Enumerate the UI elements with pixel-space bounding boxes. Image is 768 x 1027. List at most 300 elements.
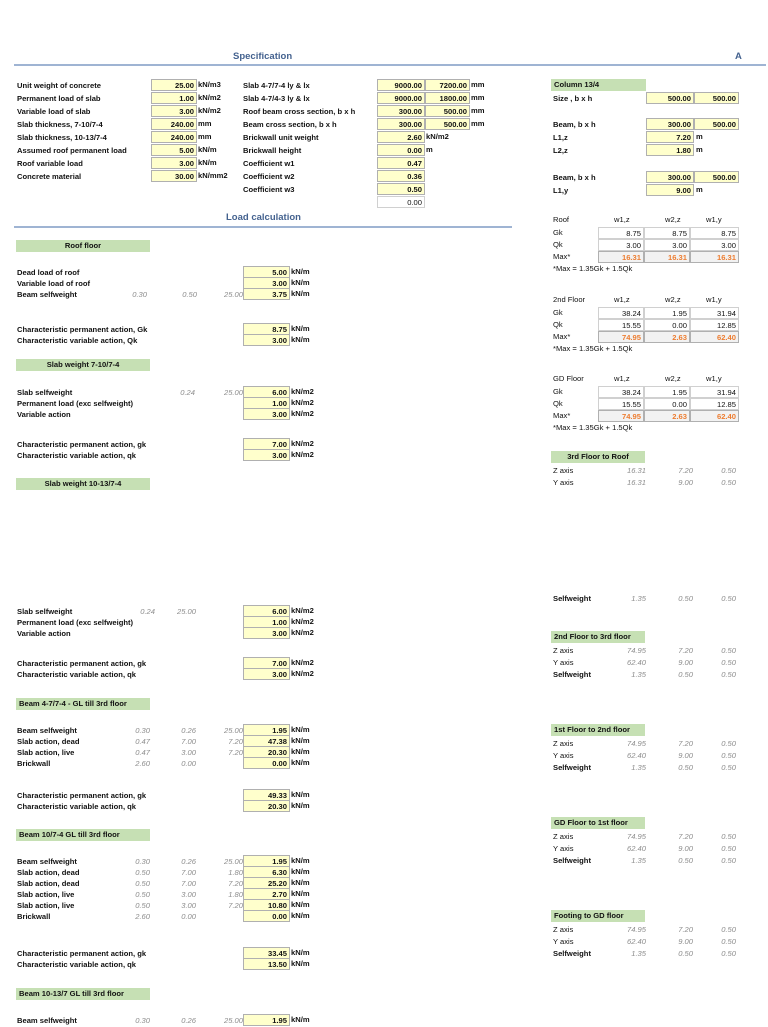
- load-row-label: Gk: [553, 387, 563, 396]
- beam2-row-factor: 2.60: [135, 912, 150, 921]
- floor-block-row-value: 0.50: [721, 658, 736, 667]
- slab2-qk-value[interactable]: 3.00: [243, 668, 290, 680]
- load-gk-value: 31.94: [690, 386, 739, 398]
- beam1-row-factor: 7.20: [228, 737, 243, 746]
- beam2-qk-unit: kN/m: [291, 959, 310, 968]
- slab1-row-unit: kN/m2: [291, 387, 314, 396]
- beam3-row-factor: 0.26: [181, 1016, 196, 1025]
- floor-block-row-value: 7.20: [678, 646, 693, 655]
- slab1-row-value[interactable]: 1.00: [243, 397, 290, 409]
- spec-value[interactable]: 3.00: [151, 157, 197, 169]
- l1z-label: L1,z: [553, 133, 568, 142]
- load-col-header: w1,z: [614, 215, 630, 224]
- floor-block-row-value: 0.50: [678, 763, 693, 772]
- beam1-gk-value[interactable]: 49.33: [243, 789, 290, 801]
- spec-unit: kN/m2: [198, 93, 221, 102]
- spec-unit: kN/m3: [198, 80, 221, 89]
- beam2-row-label: Brickwall: [17, 912, 51, 921]
- spec-mid-label: Brickwall unit weight: [243, 133, 319, 142]
- col3rd-row-value: 7.20: [678, 466, 693, 475]
- load-qk-value: 3.00: [598, 239, 644, 251]
- spec-label: Concrete material: [17, 172, 82, 181]
- beam2-gk-label: Characteristic permanent action, gk: [17, 949, 147, 958]
- beam1-row-label: Slab action, dead: [17, 737, 80, 746]
- beam2-row-factor: 7.00: [181, 879, 196, 888]
- load-gk-value: 31.94: [690, 307, 739, 319]
- col3rd-row-value: 16.31: [626, 466, 646, 475]
- beam2-row-factor: 0.50: [135, 879, 150, 888]
- spec-label: Roof variable load: [17, 159, 83, 168]
- spec-mid-label: Coefficient w2: [243, 172, 295, 181]
- load-gk-value: 38.24: [598, 307, 644, 319]
- load-calculation-header: Load calculation: [226, 212, 301, 223]
- beam1-gk-label: Characteristic permanent action, gk: [17, 791, 147, 800]
- spec-unit: kN/m2: [198, 106, 221, 115]
- roof_floor-title: Roof floor: [16, 240, 150, 252]
- spec-value[interactable]: 25.00: [151, 79, 197, 91]
- spec-mid-value2[interactable]: 7200.00: [425, 79, 470, 91]
- spec-value[interactable]: 1.00: [151, 92, 197, 104]
- slab1-qk-label: Characteristic variable action, qk: [17, 451, 137, 460]
- spec-mid-unit: mm: [471, 106, 485, 115]
- beam2-row-value[interactable]: 6.30: [243, 866, 290, 878]
- beam2-qk-label: Characteristic variable action, qk: [17, 960, 137, 969]
- load-max-value: 16.31: [690, 251, 739, 263]
- col3rd-selfweight-label: Selfweight: [553, 594, 591, 603]
- slab1-gk-value[interactable]: 7.00: [243, 438, 290, 450]
- floor-block-title: GD Floor to 1st floor: [551, 817, 645, 829]
- beam1-row-unit: kN/m: [291, 758, 310, 767]
- beam2-row-value[interactable]: 1.95: [243, 855, 290, 867]
- floor-block-row-label: Selfweight: [553, 670, 591, 679]
- load-col-header: w2,z: [665, 295, 681, 304]
- spec-mid-label: Roof beam cross section, b x h: [243, 107, 356, 116]
- load-max-value: 2.63: [644, 331, 690, 343]
- floor-block-row-value: 9.00: [678, 844, 693, 853]
- slab1-qk-value[interactable]: 3.00: [243, 449, 290, 461]
- beam1-row-value[interactable]: 20.30: [243, 746, 290, 758]
- floor-block-row-value: 0.50: [721, 856, 736, 865]
- beam3-row-value[interactable]: 1.95: [243, 1014, 290, 1026]
- specification-rule: [14, 64, 766, 66]
- slab1-row-unit: kN/m2: [291, 398, 314, 407]
- load-row-label: Qk: [553, 240, 563, 249]
- spec-mid-label: Coefficient w3: [243, 185, 295, 194]
- load-gk-value: 8.75: [644, 227, 690, 239]
- max-formula-note: *Max = 1.35Gk + 1.5Qk: [553, 423, 633, 432]
- spec-unit: mm: [198, 132, 212, 141]
- slab2-title: Slab weight 10-13/7-4: [16, 478, 150, 490]
- beam2-row-unit: kN/m: [291, 911, 310, 920]
- beam1-label: Beam, b x h: [553, 120, 596, 129]
- slab2-row-value[interactable]: 1.00: [243, 616, 290, 628]
- beam1-row-factor: 0.47: [135, 737, 150, 746]
- roof_floor-qk-label: Characteristic variable action, Qk: [17, 336, 138, 345]
- roof_floor-row-label: Variable load of roof: [17, 279, 90, 288]
- spec-mid-value1[interactable]: 9000.00: [377, 79, 425, 91]
- slab2-gk-unit: kN/m2: [291, 658, 314, 667]
- beam2-row-label: Slab action, dead: [17, 868, 80, 877]
- floor-block-title: 1st Floor to 2nd floor: [551, 724, 645, 736]
- load-col-header: w2,z: [665, 215, 681, 224]
- column-size-b[interactable]: 500.00: [646, 92, 694, 104]
- beam3-title: Beam 10-13/7 GL till 3rd floor: [16, 988, 150, 1000]
- spec-mid-value1[interactable]: 0.50: [377, 183, 425, 195]
- roof_floor-row-unit: kN/m: [291, 278, 310, 287]
- spec-mid-unit: mm: [471, 93, 485, 102]
- beam2-row-factor: 0.50: [135, 901, 150, 910]
- load-max-value: 2.63: [644, 410, 690, 422]
- load-col-header: w1,y: [706, 295, 722, 304]
- beam2-row-value[interactable]: 0.00: [243, 910, 290, 922]
- floor-block-row-value: 62.40: [626, 937, 646, 946]
- slab2-qk-unit: kN/m2: [291, 669, 314, 678]
- beam1-row-value[interactable]: 1.95: [243, 724, 290, 736]
- roof_floor-row-value[interactable]: 3.00: [243, 277, 290, 289]
- load-row-label: Max*: [553, 332, 571, 341]
- beam2-row-factor: 3.00: [181, 890, 196, 899]
- beam2-row-factor: 3.00: [181, 901, 196, 910]
- max-formula-note: *Max = 1.35Gk + 1.5Qk: [553, 264, 633, 273]
- spec-value[interactable]: 30.00: [151, 170, 197, 182]
- beam2-row-label: Beam selfweight: [17, 857, 77, 866]
- beam1-row-factor: 0.47: [135, 748, 150, 757]
- beam2-row-factor: 0.00: [181, 912, 196, 921]
- beam1-b[interactable]: 300.00: [646, 118, 694, 130]
- col3rd-selfweight-value: 1.35: [631, 594, 646, 603]
- beam1-row-factor: 2.60: [135, 759, 150, 768]
- column-title: Column 13/4: [551, 79, 646, 91]
- load-gk-value: 1.95: [644, 307, 690, 319]
- spec-mid-value2[interactable]: 1800.00: [425, 92, 470, 104]
- column-size-label: Size , b x h: [553, 94, 593, 103]
- beam1-row-factor: 0.30: [135, 726, 150, 735]
- floor-block-row-label: Selfweight: [553, 856, 591, 865]
- spec-value[interactable]: 240.00: [151, 118, 197, 130]
- spec-mid-value1[interactable]: 9000.00: [377, 92, 425, 104]
- slab2-row-value[interactable]: 3.00: [243, 627, 290, 639]
- load-row-label: Max*: [553, 252, 571, 261]
- floor-block-row-value: 7.20: [678, 739, 693, 748]
- slab1-row-value[interactable]: 3.00: [243, 408, 290, 420]
- spec-mid-value1[interactable]: 300.00: [377, 105, 425, 117]
- spec-mid-unit: kN/m2: [426, 132, 449, 141]
- load-col-header: w1,y: [706, 374, 722, 383]
- spec-mid-value1[interactable]: 0.47: [377, 157, 425, 169]
- spec-mid-label: Slab 4-7/4-3 ly & lx: [243, 94, 310, 103]
- roof_floor-row-value[interactable]: 5.00: [243, 266, 290, 278]
- load-table-title: GD Floor: [553, 374, 584, 383]
- slab2-qk-label: Characteristic variable action, qk: [17, 670, 137, 679]
- floor-block-row-value: 74.95: [626, 925, 646, 934]
- beam1-qk-value[interactable]: 20.30: [243, 800, 290, 812]
- col3rd-row-value: 16.31: [626, 478, 646, 487]
- l2z-value[interactable]: 1.80: [646, 144, 694, 156]
- spec-mid-value2[interactable]: 500.00: [425, 105, 470, 117]
- col3rd-row-label: Z axis: [553, 466, 574, 475]
- floor-block-row-label: Selfweight: [553, 949, 591, 958]
- spec-label: Permanent load of slab: [17, 94, 101, 103]
- beam2-row-unit: kN/m: [291, 878, 310, 887]
- beam2-row-factor: 0.26: [181, 857, 196, 866]
- spec-value[interactable]: 3.00: [151, 105, 197, 117]
- beam2-qk-value[interactable]: 13.50: [243, 958, 290, 970]
- floor-block-row-label: Z axis: [553, 739, 574, 748]
- floor-block-row-label: Selfweight: [553, 763, 591, 772]
- beam2-row-value[interactable]: 2.70: [243, 888, 290, 900]
- floor-block-row-value: 1.35: [631, 856, 646, 865]
- edge-mark: A: [735, 51, 742, 62]
- spec-mid-unit: mm: [471, 119, 485, 128]
- floor-block-row-value: 7.20: [678, 925, 693, 934]
- slab2-row-unit: kN/m2: [291, 617, 314, 626]
- floor-block-row-value: 1.35: [631, 670, 646, 679]
- load-gk-value: 8.75: [690, 227, 739, 239]
- beam2-row-factor: 1.80: [228, 868, 243, 877]
- beam1-row-label: Brickwall: [17, 759, 51, 768]
- load-row-label: Gk: [553, 228, 563, 237]
- beam2-row-unit: kN/m: [291, 867, 310, 876]
- beam3-row-unit: kN/m: [291, 1015, 310, 1024]
- l1y-label: L1,y: [553, 186, 569, 195]
- floor-block-row-label: Z axis: [553, 925, 574, 934]
- col3rd-row-value: 0.50: [721, 478, 736, 487]
- slab1-gk-label: Characteristic permanent action, gk: [17, 440, 147, 449]
- slab2-row-label: Permanent load (exc selfweight): [17, 618, 134, 627]
- spec-unit: kN/mm2: [198, 171, 228, 180]
- floor-block-row-value: 1.35: [631, 763, 646, 772]
- beam2-row-unit: kN/m: [291, 900, 310, 909]
- spec-mid-value2[interactable]: 500.00: [425, 118, 470, 130]
- spec-mid-value1[interactable]: 300.00: [377, 118, 425, 130]
- spec-mid-unit: m: [426, 145, 433, 154]
- floor-block-row-value: 74.95: [626, 739, 646, 748]
- load-max-value: 16.31: [598, 251, 644, 263]
- roof_floor-qk-unit: kN/m: [291, 335, 310, 344]
- beam1-row-unit: kN/m: [291, 736, 310, 745]
- slab1-row-value[interactable]: 6.00: [243, 386, 290, 398]
- slab1-row-label: Variable action: [17, 410, 71, 419]
- load-gk-value: 38.24: [598, 386, 644, 398]
- roof_floor-row-label: Beam selfweight: [17, 290, 77, 299]
- slab2-row-label: Variable action: [17, 629, 71, 638]
- load-qk-value: 3.00: [644, 239, 690, 251]
- load-qk-value: 15.55: [598, 319, 644, 331]
- beam1-row-factor: 0.00: [181, 759, 196, 768]
- roof_floor-row-unit: kN/m: [291, 267, 310, 276]
- beam1-row-unit: kN/m: [291, 747, 310, 756]
- roof_floor-row-factor: 0.30: [132, 290, 147, 299]
- load-qk-value: 0.00: [644, 319, 690, 331]
- spec-mid-unit: mm: [471, 80, 485, 89]
- floor-block-row-value: 0.50: [721, 646, 736, 655]
- beam2-row-factor: 7.20: [228, 901, 243, 910]
- load-max-value: 62.40: [690, 410, 739, 422]
- slab1-row-factor: 25.00: [223, 388, 243, 397]
- beam3-row-factor: 0.30: [135, 1016, 150, 1025]
- beam1-row-value[interactable]: 47.38: [243, 735, 290, 747]
- floor-block-row-label: Y axis: [553, 844, 574, 853]
- beam2-label: Beam, b x h: [553, 173, 596, 182]
- beam3-row-factor: 25.00: [223, 1016, 243, 1025]
- floor-block-row-value: 0.50: [721, 670, 736, 679]
- load-max-value: 74.95: [598, 331, 644, 343]
- floor-block-title: 2nd Floor to 3rd floor: [551, 631, 645, 643]
- l1y-unit: m: [696, 185, 703, 194]
- floor-block-row-value: 9.00: [678, 751, 693, 760]
- load-table-title: 2nd Floor: [553, 295, 586, 304]
- load-row-label: Max*: [553, 411, 571, 420]
- load-qk-value: 3.00: [690, 239, 739, 251]
- floor-block-row-value: 74.95: [626, 832, 646, 841]
- roof_floor-gk-value[interactable]: 8.75: [243, 323, 290, 335]
- slab2-gk-label: Characteristic permanent action, gk: [17, 659, 147, 668]
- load-max-value: 74.95: [598, 410, 644, 422]
- load-qk-value: 0.00: [644, 398, 690, 410]
- beam1-gk-unit: kN/m: [291, 790, 310, 799]
- beam1-row-factor: 25.00: [223, 726, 243, 735]
- beam1-row-label: Beam selfweight: [17, 726, 77, 735]
- beam2-row-factor: 1.80: [228, 890, 243, 899]
- slab2-row-factor: 25.00: [176, 607, 196, 616]
- spec-unit: kN/m: [198, 158, 217, 167]
- col3rd-row-label: Y axis: [553, 478, 574, 487]
- floor-block-row-value: 7.20: [678, 832, 693, 841]
- beam1-row-factor: 7.20: [228, 748, 243, 757]
- spec-label: Variable load of slab: [17, 107, 91, 116]
- spec-value[interactable]: 5.00: [151, 144, 197, 156]
- roof_floor-qk-value[interactable]: 3.00: [243, 334, 290, 346]
- spec-mid-label: Slab 4-7/7-4 ly & lx: [243, 81, 310, 90]
- column-size-h[interactable]: 500.00: [694, 92, 739, 104]
- roof_floor-gk-unit: kN/m: [291, 324, 310, 333]
- slab1-row-factor: 0.24: [180, 388, 195, 397]
- floor-block-row-value: 0.50: [678, 856, 693, 865]
- load-gk-value: 8.75: [598, 227, 644, 239]
- spec-value[interactable]: 240.00: [151, 131, 197, 143]
- beam1-row-value[interactable]: 0.00: [243, 757, 290, 769]
- slab2-row-unit: kN/m2: [291, 628, 314, 637]
- floor-block-row-value: 0.50: [678, 949, 693, 958]
- floor-block-row-label: Z axis: [553, 832, 574, 841]
- floor-block-row-label: Y axis: [553, 658, 574, 667]
- slab1-row-label: Permanent load (exc selfweight): [17, 399, 134, 408]
- beam2-gk-value[interactable]: 33.45: [243, 947, 290, 959]
- col3rd-selfweight-value: 0.50: [721, 594, 736, 603]
- l2z-unit: m: [696, 145, 703, 154]
- load-row-label: Gk: [553, 308, 563, 317]
- floor-block-row-value: 0.50: [721, 844, 736, 853]
- col3rd-row-value: 9.00: [678, 478, 693, 487]
- load-col-header: w2,z: [665, 374, 681, 383]
- slab2-gk-value[interactable]: 7.00: [243, 657, 290, 669]
- slab1-title: Slab weight 7-10/7-4: [16, 359, 150, 371]
- spec-mid-value1[interactable]: 0.00: [377, 144, 425, 156]
- floor-block-row-value: 0.50: [721, 739, 736, 748]
- beam1-qk-unit: kN/m: [291, 801, 310, 810]
- spec-mid-value1[interactable]: 0.00: [377, 196, 425, 208]
- beam2-row-label: Slab action, live: [17, 890, 75, 899]
- floor-block-row-value: 0.50: [678, 670, 693, 679]
- roof_floor-gk-label: Characteristic permanent action, Gk: [17, 325, 148, 334]
- spec-mid-value1[interactable]: 2.60: [377, 131, 425, 143]
- floor-block-row-value: 0.50: [721, 751, 736, 760]
- beam2-row-unit: kN/m: [291, 856, 310, 865]
- beam3-row-label: Beam selfweight: [17, 1016, 77, 1025]
- beam1-h[interactable]: 500.00: [694, 118, 739, 130]
- slab1-row-unit: kN/m2: [291, 409, 314, 418]
- specification-header: Specification: [233, 51, 293, 62]
- spec-unit: kN/m: [198, 145, 217, 154]
- load-gk-value: 1.95: [644, 386, 690, 398]
- beam2-row-value[interactable]: 25.20: [243, 877, 290, 889]
- load-col-header: w1,y: [706, 215, 722, 224]
- floor-block-row-value: 74.95: [626, 646, 646, 655]
- beam1-row-factor: 3.00: [181, 748, 196, 757]
- beam1-row-factor: 7.00: [181, 737, 196, 746]
- load-qk-value: 12.85: [690, 319, 739, 331]
- load-max-value: 62.40: [690, 331, 739, 343]
- spec-mid-value1[interactable]: 0.36: [377, 170, 425, 182]
- floor-block-row-value: 1.35: [631, 949, 646, 958]
- load-calculation-rule: [14, 226, 512, 228]
- beam2-row-factor: 0.50: [135, 890, 150, 899]
- l2z-label: L2,z: [553, 146, 568, 155]
- slab2-row-value[interactable]: 6.00: [243, 605, 290, 617]
- beam1-title: Beam 4-7/7-4 - GL till 3rd floor: [16, 698, 150, 710]
- load-row-label: Qk: [553, 320, 563, 329]
- floor-block-row-value: 0.50: [721, 763, 736, 772]
- floor-block-row-value: 0.50: [721, 832, 736, 841]
- load-qk-value: 15.55: [598, 398, 644, 410]
- floor-block-row-value: 0.50: [721, 925, 736, 934]
- slab1-row-label: Slab selfweight: [17, 388, 73, 397]
- beam2-row-factor: 0.30: [135, 857, 150, 866]
- slab2-row-label: Slab selfweight: [17, 607, 73, 616]
- beam2-title: Beam 10/7-4 GL till 3rd floor: [16, 829, 150, 841]
- beam2-row-factor: 7.00: [181, 868, 196, 877]
- beam2-row-value[interactable]: 10.80: [243, 899, 290, 911]
- beam1-row-unit: kN/m: [291, 725, 310, 734]
- beam1-qk-label: Characteristic variable action, qk: [17, 802, 137, 811]
- roof_floor-row-value[interactable]: 3.75: [243, 288, 290, 300]
- floor-block-title: Footing to GD floor: [551, 910, 645, 922]
- beam2-b[interactable]: 300.00: [646, 171, 694, 183]
- beam1-row-factor: 0.26: [181, 726, 196, 735]
- slab2-row-unit: kN/m2: [291, 606, 314, 615]
- l1z-value[interactable]: 7.20: [646, 131, 694, 143]
- spec-mid-label: Coefficient w1: [243, 159, 295, 168]
- beam2-row-factor: 25.00: [223, 857, 243, 866]
- roof_floor-row-factor: 0.50: [182, 290, 197, 299]
- spec-label: Assumed roof permanent load: [17, 146, 127, 155]
- beam2-row-label: Slab action, live: [17, 901, 75, 910]
- load-col-header: w1,z: [614, 374, 630, 383]
- roof_floor-row-unit: kN/m: [291, 289, 310, 298]
- col3rd-selfweight-value: 0.50: [678, 594, 693, 603]
- floor-block-row-value: 0.50: [721, 949, 736, 958]
- l1y-value[interactable]: 9.00: [646, 184, 694, 196]
- load-row-label: Qk: [553, 399, 563, 408]
- floor-block-row-label: Z axis: [553, 646, 574, 655]
- slab1-qk-unit: kN/m2: [291, 450, 314, 459]
- load-col-header: w1,z: [614, 295, 630, 304]
- roof_floor-row-factor: 25.00: [223, 290, 243, 299]
- slab1-gk-unit: kN/m2: [291, 439, 314, 448]
- beam2-h[interactable]: 500.00: [694, 171, 739, 183]
- load-max-value: 16.31: [644, 251, 690, 263]
- beam2-row-factor: 0.50: [135, 868, 150, 877]
